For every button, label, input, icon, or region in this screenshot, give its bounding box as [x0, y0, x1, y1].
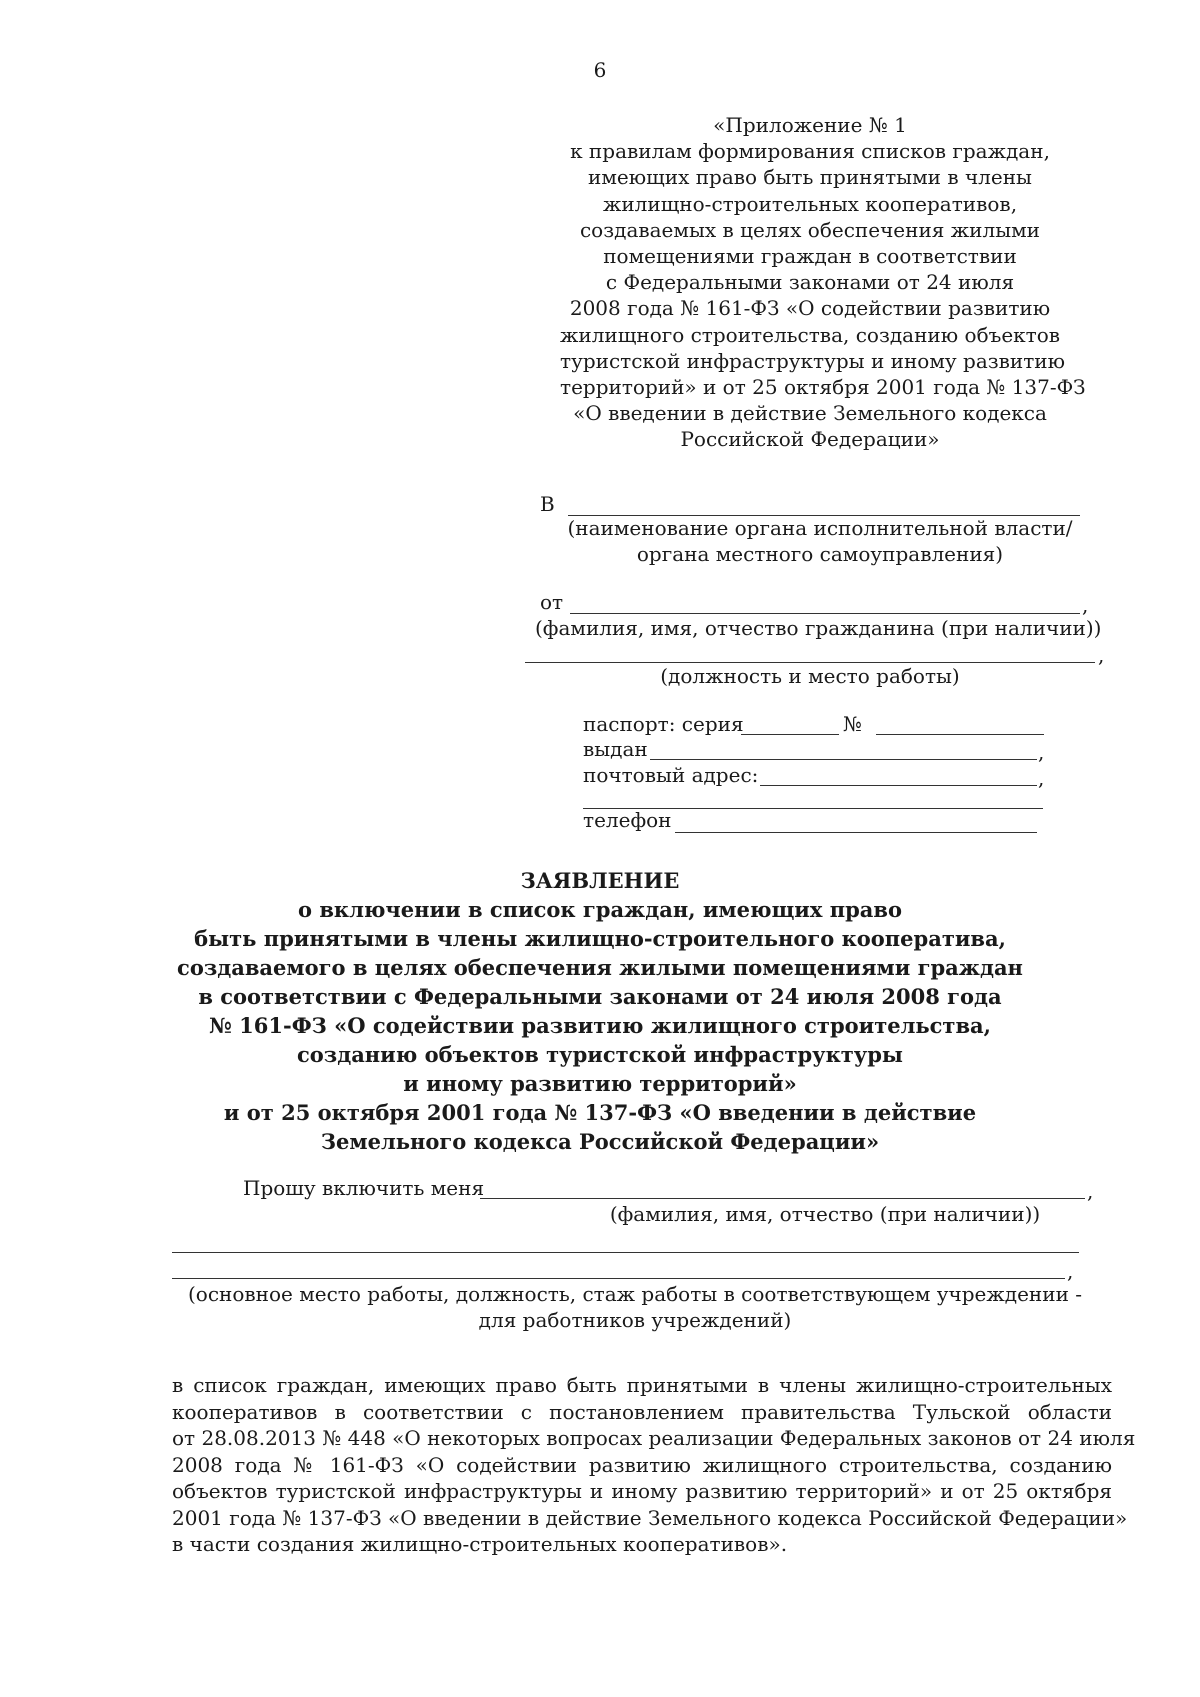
appendix-line: создаваемых в целях обеспечения жилыми	[579, 217, 1040, 242]
appendix-line: имеющих право быть принятыми в члены	[588, 165, 1032, 190]
comma: ,	[1038, 740, 1045, 764]
passport-number-field[interactable]	[876, 712, 1044, 735]
issued-label: выдан	[583, 737, 648, 761]
body-line: в список граждан, имеющих право быть принятыми в члены жилищно-строительных	[172, 1373, 1112, 1397]
phone-field[interactable]	[675, 810, 1037, 833]
position-field[interactable]	[525, 640, 1095, 663]
title-line: Земельного кодекса Российской Федерации»	[320, 1129, 880, 1154]
request-name-caption: (фамилия, имя, отчество (при наличии))	[609, 1202, 1041, 1226]
appendix-line: с Федеральными законами от 24 июля	[605, 270, 1015, 295]
address-field[interactable]	[760, 763, 1037, 786]
work-caption-1: (основное место работы, должность, стаж работы в соответствующем учреждении -	[187, 1282, 1083, 1306]
request-label: Прошу включить меня	[243, 1176, 485, 1200]
work-field-line-2[interactable]	[172, 1256, 1065, 1279]
applicant-name-field[interactable]	[570, 591, 1080, 614]
title-line: о включении в список граждан, имеющих право	[298, 897, 902, 922]
comma: ,	[1087, 1179, 1094, 1203]
title-line: № 161-ФЗ «О содействии развитию жилищного строительства,	[209, 1013, 991, 1038]
appendix-line: «Приложение № 1	[713, 113, 907, 137]
address-label: почтовый адрес:	[583, 763, 759, 787]
appendix-line: Российской Федерации»	[680, 427, 940, 452]
phone-label: телефон	[583, 808, 672, 832]
comma: ,	[1038, 766, 1045, 790]
body-line: кооперативов в соответствии с постановлением правительства Тульской области	[172, 1399, 1112, 1424]
appendix-line: 2008 года № 161-ФЗ «О содействии развитию	[569, 296, 1051, 321]
body-line: от 28.08.2013 № 448 «О некоторых вопросах реализации Федеральных законов от 24 июля	[172, 1426, 1136, 1450]
authority-caption-2: органа местного самоуправления)	[636, 542, 1004, 566]
body-line: объектов туристской инфраструктуры и иному развитию территорий» и от 25 октября	[172, 1479, 1112, 1503]
comma: ,	[1082, 593, 1089, 617]
appendix-line: «О введении в действие Земельного кодекса	[573, 401, 1047, 426]
title-line: в соответствии с Федеральными законами от 24 июля 2008 года	[198, 984, 1002, 1009]
appendix-line: территорий» и от 25 октября 2001 года № 137-ФЗ	[560, 375, 1086, 400]
appendix-line: туристской инфраструктуры и иному развитию	[560, 348, 1066, 373]
appendix-line: жилищно-строительных кооперативов,	[602, 191, 1018, 216]
title-line: созданию объектов туристской инфраструктуры	[297, 1042, 903, 1067]
body-line: 2001 года № 137-ФЗ «О введении в действие Земельного кодекса Российской Федерации»	[172, 1505, 1128, 1530]
issued-field[interactable]	[650, 737, 1037, 760]
appendix-line: к правилам формирования списков граждан,	[570, 139, 1050, 164]
passport-number-label: №	[843, 712, 862, 736]
to-label: В	[540, 492, 555, 516]
position-caption: (должность и место работы)	[660, 664, 960, 688]
appendix-line: помещениями граждан в соответствии	[603, 244, 1017, 269]
body-line: 2008 года № 161-ФЗ «О содействии развитию жилищного строительства, созданию	[172, 1452, 1112, 1477]
appendix-header	[560, 112, 1086, 453]
authority-field[interactable]	[568, 493, 1080, 516]
document-title	[0, 866, 1200, 1156]
body-line: в части создания жилищно-строительных кооперативов».	[172, 1532, 788, 1556]
request-name-field[interactable]	[480, 1176, 1085, 1199]
passport-series-label: паспорт: серия	[583, 712, 744, 736]
page-number: 6	[593, 58, 607, 82]
comma: ,	[1067, 1259, 1074, 1283]
address-field-continued[interactable]	[583, 786, 1043, 809]
appendix-line: жилищного строительства, созданию объектов	[560, 322, 1061, 347]
authority-caption-1: (наименование органа исполнительной власти/	[567, 516, 1073, 540]
title-line: и от 25 октября 2001 года № 137-ФЗ «О введении в действие	[223, 1100, 977, 1125]
work-field-line-1[interactable]	[172, 1230, 1079, 1253]
title-line: и иному развитию территорий»	[403, 1071, 797, 1096]
title-heading: ЗАЯВЛЕНИЕ	[520, 868, 680, 893]
passport-series-field[interactable]	[741, 712, 839, 735]
applicant-name-caption: (фамилия, имя, отчество гражданина (при наличии))	[535, 616, 1102, 640]
from-label: от	[540, 590, 564, 614]
body-paragraph	[172, 1372, 1136, 1558]
title-line: создаваемого в целях обеспечения жилыми помещениями граждан	[177, 955, 1023, 980]
title-line: быть принятыми в члены жилищно-строительного кооператива,	[194, 926, 1006, 951]
work-caption-2: для работников учреждений)	[478, 1308, 792, 1332]
comma: ,	[1098, 643, 1105, 667]
